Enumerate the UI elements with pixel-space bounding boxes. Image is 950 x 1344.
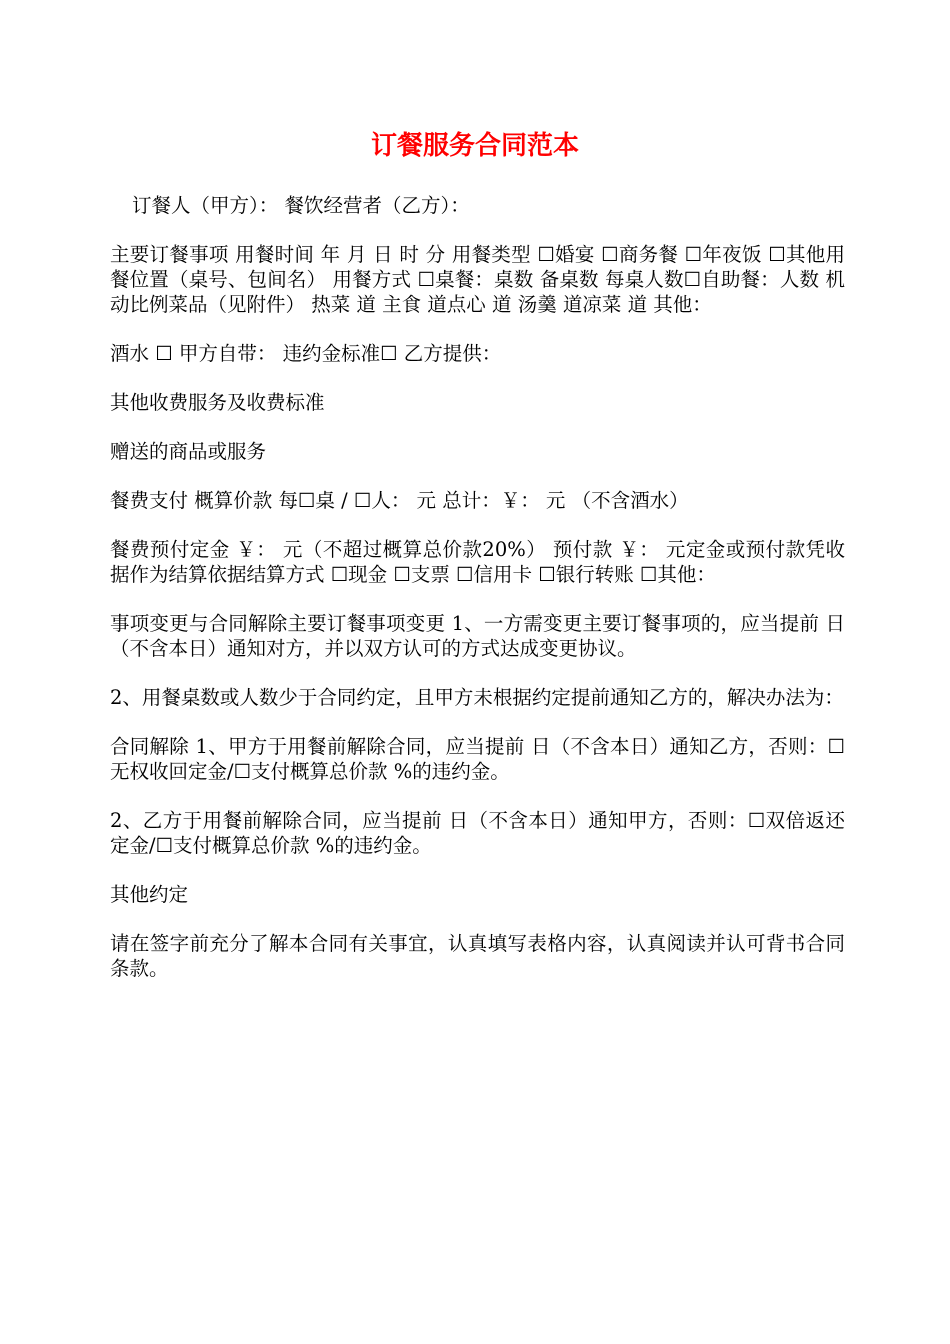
- document-title: 订餐服务合同范本: [370, 131, 579, 161]
- main-order-items-paragraph: 主要订餐事项 用餐时间 年 月 日 时 分 用餐类型 ☐婚宴 ☐商务餐 ☐年夜饭 ☐其他用餐位置（桌号、包间名） 用餐方式 ☐桌餐：桌数 备桌数 每桌人数☐自助餐：人数 机动比例菜品（见附件） 热菜 道 主食 道点心 道 汤羹 道凉菜 道 其他：: [110, 243, 845, 316]
- change-paragraph: 事项变更与合同解除主要订餐事项变更 1、一方需变更主要订餐事项的，应当提前 日（不含本日）通知对方，并以双方认可的方式达成变更协议。: [110, 612, 845, 660]
- document-body: [110, 193, 845, 1005]
- fewer-tables-paragraph: 2、用餐桌数或人数少于合同约定，且甲方未根据约定提前通知乙方的，解决办法为：: [110, 686, 844, 709]
- termination-party-b-paragraph: 2、乙方于用餐前解除合同，应当提前 日（不含本日）通知甲方，否则：☐双倍返还定金/☐支付概算总价款 %的违约金。: [110, 809, 845, 857]
- termination-party-a-paragraph: 合同解除 1、甲方于用餐前解除合同，应当提前 日（不含本日）通知乙方，否则：☐无权收回定金/☐支付概算总价款 %的违约金。: [110, 735, 845, 783]
- payment-paragraph: 餐费支付 概算价款 每☐桌 / ☐人： 元 总计：￥： 元 （不含酒水）: [110, 489, 689, 512]
- other-charges-paragraph: 其他收费服务及收费标准: [110, 391, 325, 414]
- drinks-paragraph: 酒水 ☐ 甲方自带： 违约金标准☐ 乙方提供：: [110, 342, 502, 365]
- deposit-paragraph: 餐费预付定金 ￥： 元（不超过概算总价款20%） 预付款 ￥： 元定金或预付款凭收据作为结算依据结算方式 ☐现金 ☐支票 ☐信用卡 ☐银行转账 ☐其他：: [110, 538, 845, 586]
- signing-notice-paragraph: 请在签字前充分了解本合同有关事宜，认真填写表格内容，认真阅读并认可背书合同条款。: [110, 932, 845, 980]
- parties-line: 订餐人（甲方）： 餐饮经营者（乙方）：: [132, 194, 470, 217]
- other-terms-paragraph: 其他约定: [110, 883, 189, 906]
- gifts-paragraph: 赠送的商品或服务: [110, 440, 267, 463]
